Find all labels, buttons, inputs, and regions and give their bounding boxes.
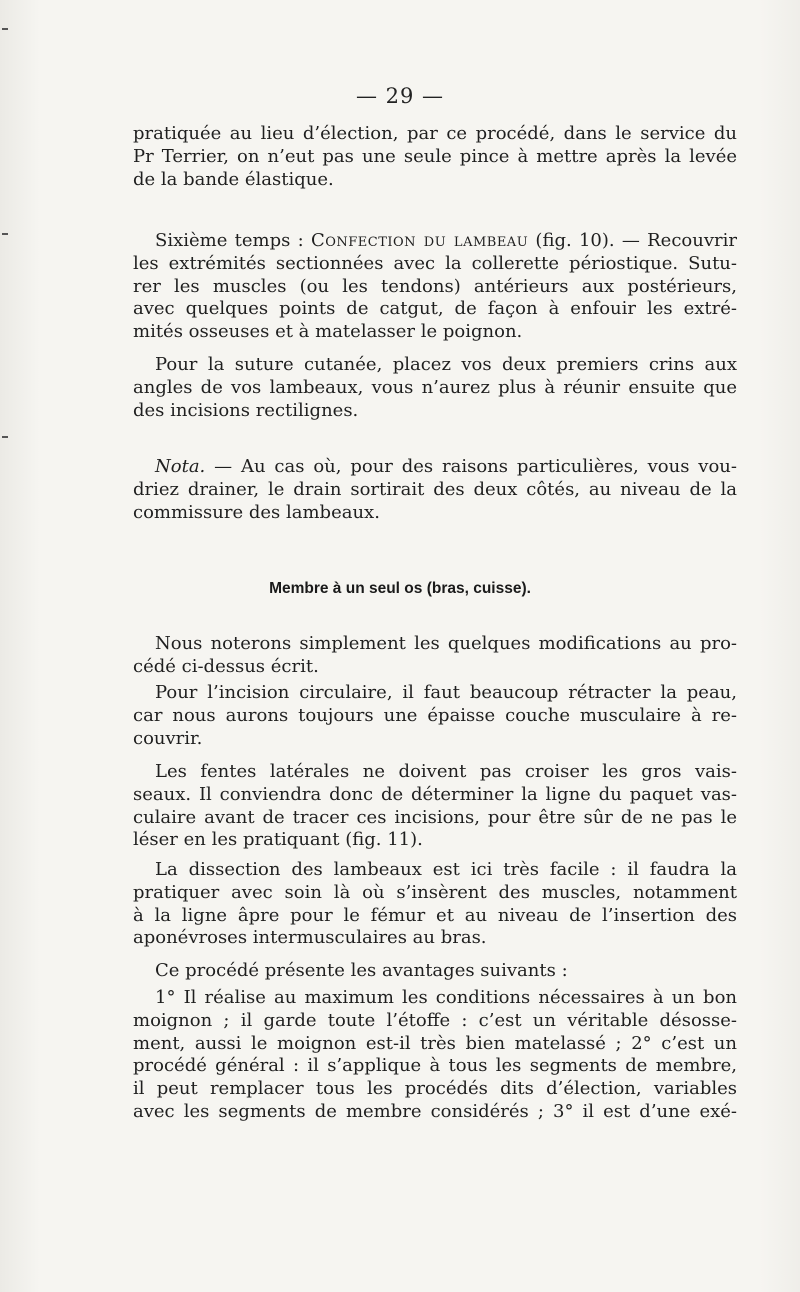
nota-label: Nota.: [155, 456, 206, 477]
text-line: avec quelques points de catgut, de façon à enfouir les extré-: [133, 298, 737, 320]
paragraph-dissection: [133, 859, 737, 950]
text-line: avec les segments de membre considérés ; 3° il est d’une exé-: [133, 1100, 737, 1122]
paragraph-continuation: [133, 123, 737, 191]
nota-line-tail: — Au cas où, pour des raisons particulières, vous vou-: [214, 456, 737, 477]
scan-edge-mark: [2, 28, 8, 30]
text-line: Pour la suture cutanée, placez vos deux premiers crins aux: [155, 354, 737, 375]
text-line: Nous noterons simplement les quelques modifications au pro-: [155, 633, 737, 654]
text-line: driez drainer, le drain sortirait des deux côtés, au niveau de la: [133, 478, 737, 500]
paragraph-intro: [133, 633, 737, 679]
text-line: procédé général : il s’applique à tous les segments de membre,: [133, 1055, 737, 1077]
paragraph-incision: [133, 682, 737, 750]
text-line: pratiquée au lieu d’élection, par ce procédé, dans le service du: [133, 123, 737, 144]
text-line: ment, aussi le moignon est-il très bien matelassé ; 2° c’est un: [133, 1032, 737, 1054]
page-number: — 29 —: [355, 84, 445, 108]
paragraph-nota: [133, 456, 737, 524]
step-title: Confection du lambeau: [310, 230, 529, 251]
text-line: angles de vos lambeaux, vous n’aurez plus à réunir ensuite que: [133, 376, 737, 398]
text-line: [133, 230, 737, 253]
paragraph-suture: [133, 354, 737, 422]
step-lead: Sixième temps :: [155, 230, 304, 251]
text-line: de la bande élastique.: [133, 168, 334, 190]
text-line: [133, 456, 737, 479]
step-line-tail: (fig. 10). — Recouvrir: [535, 230, 737, 251]
text-line: des incisions rectilignes.: [133, 399, 359, 421]
text-line: à la ligne âpre pour le fémur et au niveau de l’insertion des: [133, 904, 737, 926]
text-line: pratiquer avec soin là où s’insèrent des muscles, notamment: [133, 881, 737, 903]
paragraph-list: [133, 987, 737, 1124]
text-line: car nous aurons toujours une épaisse couche musculaire à re-: [133, 704, 737, 726]
text-line: rer les muscles (ou les tendons) antérieurs aux postérieurs,: [133, 275, 737, 297]
text-line: Ce procédé présente les avantages suivants :: [155, 960, 568, 981]
text-line: aponévroses intermusculaires au bras.: [133, 927, 487, 949]
text-line: seaux. Il conviendra donc de déterminer la ligne du paquet vas-: [133, 783, 737, 805]
text-line: La dissection des lambeaux est ici très facile : il faudra la: [155, 859, 737, 880]
text-line: 1° Il réalise au maximum les conditions nécessaires à un bon: [155, 987, 737, 1008]
text-line: il peut remplacer tous les procédés dits d’élection, variables: [133, 1078, 737, 1100]
text-line: couvrir.: [133, 727, 203, 749]
paragraph-sixieme-temps: [133, 230, 737, 344]
paragraph-fentes: [133, 761, 737, 852]
text-line: les extrémités sectionnées avec la collerette périostique. Sutu-: [133, 252, 737, 274]
text-line: Les fentes latérales ne doivent pas croiser les gros vais-: [155, 761, 737, 782]
text-line: léser en les pratiquant (fig. 11).: [133, 829, 423, 851]
text-line: moignon ; il garde toute l’étoffe : c’est un véritable désosse-: [133, 1009, 737, 1031]
text-line: commissure des lambeaux.: [133, 501, 380, 523]
text-line: cédé ci-dessus écrit.: [133, 655, 319, 677]
paragraph-avantages: [133, 960, 737, 983]
text-line: culaire avant de tracer ces incisions, pour être sûr de ne pas le: [133, 806, 737, 828]
text-line: mités osseuses et à matelasser le poignon.: [133, 321, 523, 343]
text-line: Pour l’incision circulaire, il faut beaucoup rétracter la peau,: [155, 682, 737, 703]
text-line: Pr Terrier, on n’eut pas une seule pince à mettre après la levée: [133, 145, 737, 167]
scan-edge-mark: [2, 233, 8, 235]
scan-edge-mark: [2, 436, 8, 438]
section-heading: Membre à un seul os (bras, cuisse).: [269, 580, 531, 597]
